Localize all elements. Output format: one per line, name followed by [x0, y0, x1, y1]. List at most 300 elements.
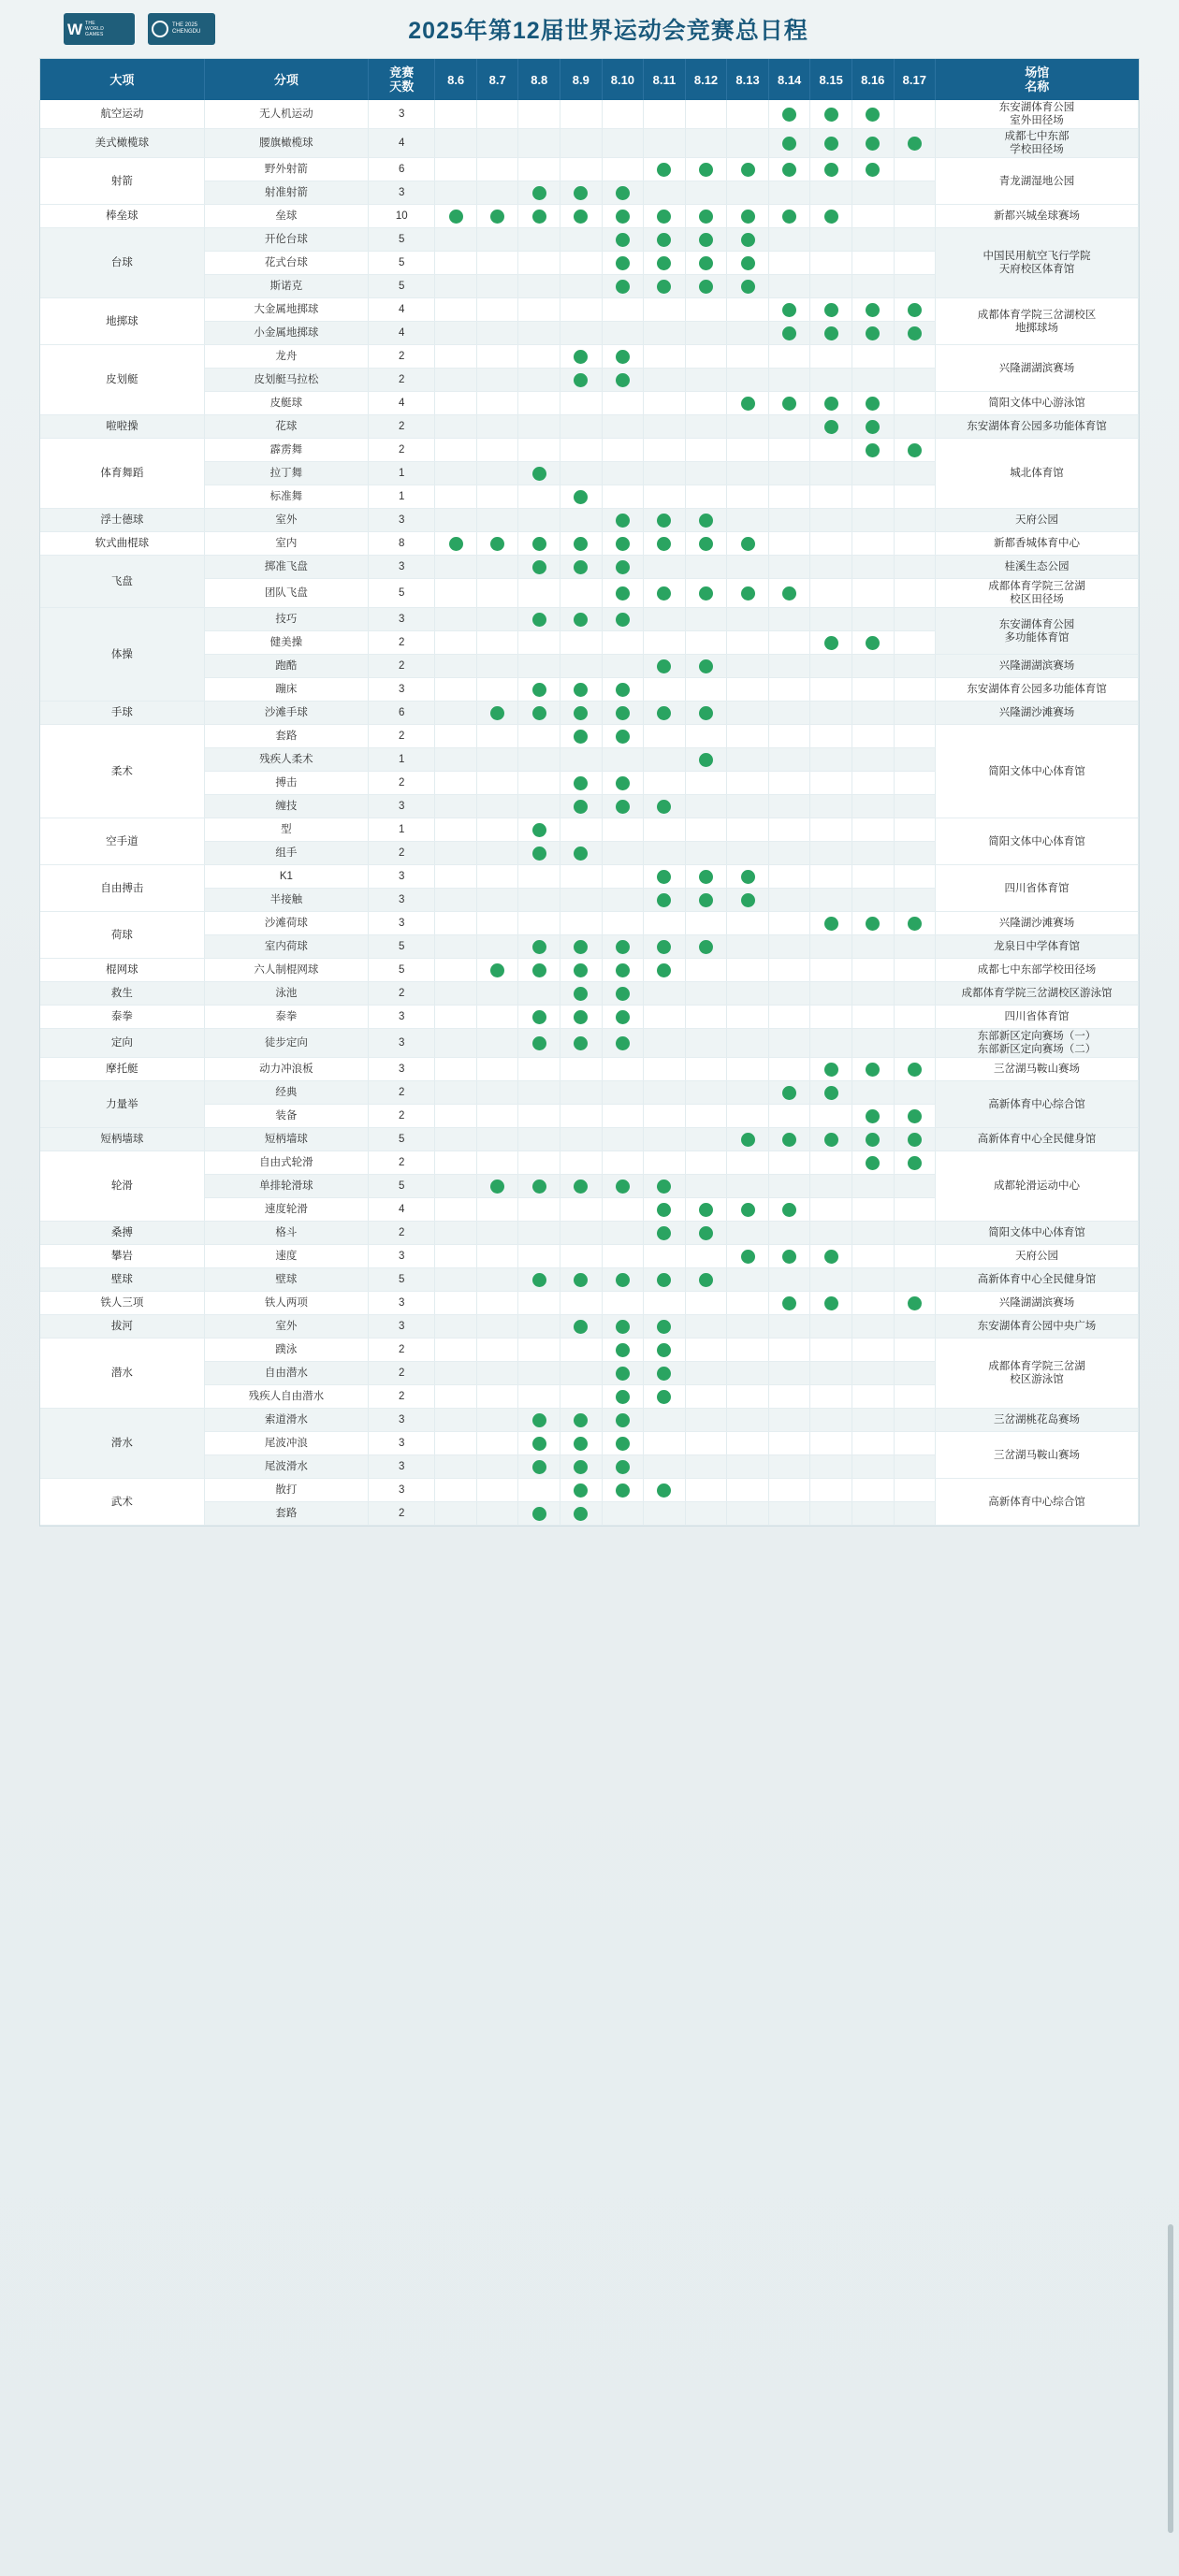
cell-empty-8.15	[810, 1105, 852, 1128]
cell-competition-days: 2	[369, 655, 435, 678]
cell-competition-dot-8.12	[685, 865, 727, 889]
cell-competition-dot-8.12	[685, 655, 727, 678]
cell-empty-8.15	[810, 889, 852, 912]
cell-empty-8.10	[602, 129, 644, 158]
table-row	[40, 1409, 1139, 1432]
competition-day-dot-icon	[574, 940, 588, 954]
cell-competition-days: 8	[369, 532, 435, 556]
cell-competition-dot-8.9	[560, 678, 603, 702]
table-row	[40, 298, 1139, 322]
cell-empty-8.12	[685, 1029, 727, 1058]
cell-competition-dot-8.7	[476, 532, 518, 556]
cell-venue-name: 东安湖体育公园中央广场	[936, 1315, 1139, 1339]
cell-empty-8.12	[685, 1362, 727, 1385]
cell-empty-8.13	[727, 795, 769, 818]
cell-empty-8.6	[435, 702, 477, 725]
competition-day-dot-icon	[657, 659, 671, 673]
cell-empty-8.14	[768, 748, 810, 772]
cell-empty-8.8	[518, 439, 560, 462]
competition-day-dot-icon	[699, 706, 713, 720]
cell-empty-8.8	[518, 631, 560, 655]
cell-empty-8.7	[476, 608, 518, 631]
competition-day-dot-icon	[616, 1460, 630, 1474]
cell-empty-8.9	[560, 252, 603, 275]
cell-empty-8.8	[518, 100, 560, 129]
cell-venue-name: 东安湖体育公园 多功能体育馆	[936, 608, 1139, 655]
cell-competition-dot-8.14	[768, 392, 810, 415]
cell-empty-8.7	[476, 181, 518, 205]
competition-day-dot-icon	[532, 1036, 546, 1050]
cell-empty-8.17	[894, 1479, 936, 1502]
column-header-date-8.13: 8.13	[727, 59, 769, 100]
cell-competition-dot-8.7	[476, 205, 518, 228]
cell-competition-days: 4	[369, 129, 435, 158]
competition-day-dot-icon	[490, 706, 504, 720]
cell-empty-8.12	[685, 1058, 727, 1081]
cell-venue-name: 成都轮滑运动中心	[936, 1151, 1139, 1222]
cell-sub-discipline: 健美操	[204, 631, 368, 655]
cell-competition-dot-8.13	[727, 1245, 769, 1268]
competition-day-dot-icon	[574, 1273, 588, 1287]
cell-empty-8.14	[768, 509, 810, 532]
cell-major-sport: 滑水	[40, 1409, 204, 1479]
competition-day-dot-icon	[866, 1109, 880, 1123]
cell-empty-8.12	[685, 322, 727, 345]
cell-competition-days: 6	[369, 158, 435, 181]
cell-empty-8.8	[518, 275, 560, 298]
cell-competition-dot-8.13	[727, 228, 769, 252]
cell-empty-8.13	[727, 1502, 769, 1526]
cell-empty-8.14	[768, 631, 810, 655]
cell-empty-8.14	[768, 252, 810, 275]
cell-empty-8.8	[518, 1222, 560, 1245]
cell-empty-8.12	[685, 631, 727, 655]
cell-empty-8.10	[602, 631, 644, 655]
competition-day-dot-icon	[574, 730, 588, 744]
competition-day-dot-icon	[532, 706, 546, 720]
cell-empty-8.7	[476, 1385, 518, 1409]
cell-major-sport: 棍网球	[40, 959, 204, 982]
cell-competition-days: 2	[369, 1339, 435, 1362]
cell-empty-8.11	[644, 485, 686, 509]
cell-empty-8.14	[768, 439, 810, 462]
cell-empty-8.9	[560, 1058, 603, 1081]
competition-day-dot-icon	[616, 514, 630, 528]
cell-competition-days: 6	[369, 702, 435, 725]
cell-sub-discipline: 无人机运动	[204, 100, 368, 129]
cell-empty-8.6	[435, 1385, 477, 1409]
cell-empty-8.15	[810, 702, 852, 725]
table-row	[40, 608, 1139, 631]
cell-empty-8.13	[727, 631, 769, 655]
cell-empty-8.17	[894, 655, 936, 678]
cell-competition-dot-8.15	[810, 912, 852, 935]
cell-empty-8.15	[810, 842, 852, 865]
cell-sub-discipline: 室外	[204, 1315, 368, 1339]
cell-empty-8.7	[476, 1268, 518, 1292]
cell-competition-days: 3	[369, 1006, 435, 1029]
competition-day-dot-icon	[616, 586, 630, 601]
cell-empty-8.8	[518, 158, 560, 181]
cell-competition-dot-8.16	[852, 415, 894, 439]
table-row	[40, 415, 1139, 439]
cell-empty-8.13	[727, 1292, 769, 1315]
cell-competition-dot-8.11	[644, 579, 686, 608]
cell-empty-8.13	[727, 1151, 769, 1175]
competition-day-dot-icon	[657, 1179, 671, 1194]
cell-competition-dot-8.11	[644, 935, 686, 959]
cell-competition-dot-8.8	[518, 935, 560, 959]
column-header-date-8.7: 8.7	[476, 59, 518, 100]
cell-empty-8.13	[727, 1455, 769, 1479]
cell-empty-8.11	[644, 1432, 686, 1455]
cell-competition-dot-8.10	[602, 556, 644, 579]
competition-day-dot-icon	[532, 210, 546, 224]
competition-day-dot-icon	[574, 210, 588, 224]
cell-empty-8.12	[685, 181, 727, 205]
cell-competition-dot-8.17	[894, 439, 936, 462]
cell-empty-8.16	[852, 772, 894, 795]
competition-day-dot-icon	[490, 963, 504, 977]
cell-empty-8.6	[435, 1029, 477, 1058]
cell-competition-dot-8.13	[727, 532, 769, 556]
column-header-date-8.16: 8.16	[852, 59, 894, 100]
cell-empty-8.17	[894, 1502, 936, 1526]
competition-day-dot-icon	[824, 636, 838, 650]
cell-empty-8.11	[644, 1006, 686, 1029]
cell-empty-8.11	[644, 556, 686, 579]
competition-day-dot-icon	[532, 1179, 546, 1194]
cell-empty-8.7	[476, 1058, 518, 1081]
cell-competition-dot-8.9	[560, 959, 603, 982]
cell-empty-8.13	[727, 1081, 769, 1105]
cell-empty-8.17	[894, 509, 936, 532]
cell-competition-days: 3	[369, 912, 435, 935]
cell-empty-8.16	[852, 1479, 894, 1502]
cell-empty-8.12	[685, 1105, 727, 1128]
cell-empty-8.17	[894, 865, 936, 889]
cell-major-sport: 柔术	[40, 725, 204, 818]
cell-empty-8.8	[518, 298, 560, 322]
competition-day-dot-icon	[616, 1437, 630, 1451]
cell-empty-8.16	[852, 556, 894, 579]
competition-day-dot-icon	[574, 186, 588, 200]
cell-competition-dot-8.8	[518, 608, 560, 631]
cell-sub-discipline: 散打	[204, 1479, 368, 1502]
cell-competition-days: 3	[369, 1058, 435, 1081]
competition-day-dot-icon	[657, 800, 671, 814]
cell-competition-dot-8.12	[685, 205, 727, 228]
cell-empty-8.6	[435, 1502, 477, 1526]
cell-venue-name: 兴隆湖湖滨赛场	[936, 1292, 1139, 1315]
cell-competition-days: 2	[369, 1222, 435, 1245]
cell-empty-8.8	[518, 889, 560, 912]
cell-empty-8.11	[644, 100, 686, 129]
competition-day-dot-icon	[574, 1413, 588, 1427]
cell-competition-dot-8.8	[518, 1455, 560, 1479]
competition-day-dot-icon	[657, 1367, 671, 1381]
cell-empty-8.7	[476, 865, 518, 889]
competition-day-dot-icon	[741, 1250, 755, 1264]
cell-empty-8.12	[685, 345, 727, 369]
competition-day-dot-icon	[782, 1086, 796, 1100]
cell-empty-8.12	[685, 982, 727, 1006]
competition-day-dot-icon	[574, 1179, 588, 1194]
cell-sub-discipline: 垒球	[204, 205, 368, 228]
competition-day-dot-icon	[490, 537, 504, 551]
cell-sub-discipline: 缠技	[204, 795, 368, 818]
cell-empty-8.7	[476, 748, 518, 772]
cell-empty-8.14	[768, 1362, 810, 1385]
cell-empty-8.13	[727, 702, 769, 725]
cell-empty-8.17	[894, 100, 936, 129]
cell-competition-dot-8.15	[810, 1128, 852, 1151]
cell-competition-dot-8.11	[644, 228, 686, 252]
cell-competition-dot-8.15	[810, 158, 852, 181]
cell-empty-8.7	[476, 678, 518, 702]
cell-empty-8.17	[894, 702, 936, 725]
table-row	[40, 982, 1139, 1006]
cell-venue-name: 高新体育中心全民健身馆	[936, 1268, 1139, 1292]
cell-empty-8.11	[644, 392, 686, 415]
cell-sub-discipline: 尾波冲浪	[204, 1432, 368, 1455]
cell-empty-8.7	[476, 369, 518, 392]
competition-day-dot-icon	[699, 1203, 713, 1217]
cell-competition-dot-8.17	[894, 1105, 936, 1128]
competition-day-dot-icon	[616, 1367, 630, 1381]
cell-competition-days: 2	[369, 982, 435, 1006]
competition-day-dot-icon	[824, 1250, 838, 1264]
cell-empty-8.13	[727, 748, 769, 772]
cell-venue-name: 三岔湖马鞍山赛场	[936, 1432, 1139, 1479]
cell-empty-8.15	[810, 439, 852, 462]
cell-venue-name: 兴隆湖湖滨赛场	[936, 345, 1139, 392]
cell-empty-8.15	[810, 1006, 852, 1029]
competition-day-dot-icon	[866, 1156, 880, 1170]
competition-day-dot-icon	[532, 963, 546, 977]
competition-day-dot-icon	[657, 1320, 671, 1334]
cell-empty-8.7	[476, 100, 518, 129]
cell-competition-dot-8.14	[768, 1292, 810, 1315]
cell-competition-dot-8.15	[810, 298, 852, 322]
cell-empty-8.15	[810, 1432, 852, 1455]
table-row	[40, 532, 1139, 556]
cell-sub-discipline: 大金属地掷球	[204, 298, 368, 322]
cell-empty-8.16	[852, 865, 894, 889]
cell-major-sport: 救生	[40, 982, 204, 1006]
cell-empty-8.6	[435, 959, 477, 982]
competition-day-dot-icon	[532, 467, 546, 481]
cell-empty-8.11	[644, 1245, 686, 1268]
table-row	[40, 392, 1139, 415]
competition-day-dot-icon	[574, 706, 588, 720]
cell-empty-8.16	[852, 982, 894, 1006]
cell-major-sport: 短柄墙球	[40, 1128, 204, 1151]
cell-competition-dot-8.12	[685, 579, 727, 608]
cell-competition-dot-8.12	[685, 1222, 727, 1245]
cell-empty-8.15	[810, 369, 852, 392]
cell-empty-8.6	[435, 1455, 477, 1479]
cell-sub-discipline: 泳池	[204, 982, 368, 1006]
cell-competition-days: 3	[369, 1479, 435, 1502]
cell-empty-8.10	[602, 889, 644, 912]
cell-major-sport: 软式曲棍球	[40, 532, 204, 556]
cell-empty-8.6	[435, 129, 477, 158]
cell-sub-discipline: 自由式轮滑	[204, 1151, 368, 1175]
cell-empty-8.9	[560, 1105, 603, 1128]
cell-empty-8.12	[685, 129, 727, 158]
cell-empty-8.6	[435, 1222, 477, 1245]
competition-day-dot-icon	[574, 800, 588, 814]
cell-empty-8.7	[476, 725, 518, 748]
cell-empty-8.6	[435, 1006, 477, 1029]
cell-competition-days: 4	[369, 322, 435, 345]
cell-empty-8.17	[894, 415, 936, 439]
cell-empty-8.6	[435, 181, 477, 205]
table-row	[40, 228, 1139, 252]
competition-day-dot-icon	[699, 163, 713, 177]
cell-empty-8.11	[644, 322, 686, 345]
cell-empty-8.11	[644, 631, 686, 655]
cell-empty-8.7	[476, 772, 518, 795]
cell-major-sport: 拔河	[40, 1315, 204, 1339]
cell-empty-8.6	[435, 1268, 477, 1292]
competition-day-dot-icon	[824, 1086, 838, 1100]
cell-competition-dot-8.8	[518, 462, 560, 485]
competition-day-dot-icon	[866, 326, 880, 340]
cell-empty-8.14	[768, 415, 810, 439]
cell-competition-dot-8.10	[602, 1029, 644, 1058]
competition-day-dot-icon	[657, 1390, 671, 1404]
cell-competition-dot-8.10	[602, 772, 644, 795]
competition-day-dot-icon	[657, 514, 671, 528]
cell-empty-8.16	[852, 1198, 894, 1222]
competition-day-dot-icon	[616, 987, 630, 1001]
cell-empty-8.14	[768, 1029, 810, 1058]
competition-day-dot-icon	[908, 303, 922, 317]
competition-day-dot-icon	[657, 586, 671, 601]
cell-major-sport: 潜水	[40, 1339, 204, 1409]
cell-empty-8.9	[560, 1385, 603, 1409]
cell-empty-8.15	[810, 725, 852, 748]
cell-empty-8.12	[685, 1502, 727, 1526]
competition-day-dot-icon	[616, 1483, 630, 1498]
cell-empty-8.6	[435, 100, 477, 129]
competition-day-dot-icon	[782, 1250, 796, 1264]
cell-major-sport: 射箭	[40, 158, 204, 205]
cell-empty-8.16	[852, 1245, 894, 1268]
cell-empty-8.7	[476, 889, 518, 912]
competition-day-dot-icon	[908, 1296, 922, 1310]
cell-empty-8.10	[602, 1502, 644, 1526]
cell-competition-dot-8.10	[602, 369, 644, 392]
cell-empty-8.15	[810, 935, 852, 959]
competition-day-dot-icon	[616, 1273, 630, 1287]
cell-competition-dot-8.12	[685, 252, 727, 275]
cell-empty-8.10	[602, 392, 644, 415]
scrollbar[interactable]	[1168, 2224, 1173, 2533]
cell-empty-8.10	[602, 1105, 644, 1128]
cell-sub-discipline: 花球	[204, 415, 368, 439]
cell-competition-dot-8.10	[602, 678, 644, 702]
competition-day-dot-icon	[574, 1010, 588, 1024]
table-row	[40, 345, 1139, 369]
cell-empty-8.16	[852, 1455, 894, 1479]
cell-empty-8.10	[602, 1128, 644, 1151]
competition-day-dot-icon	[574, 987, 588, 1001]
cell-competition-days: 3	[369, 181, 435, 205]
competition-day-dot-icon	[616, 186, 630, 200]
cell-sub-discipline: 铁人两项	[204, 1292, 368, 1315]
cell-competition-dot-8.11	[644, 205, 686, 228]
cell-empty-8.9	[560, 1198, 603, 1222]
competition-day-dot-icon	[574, 1036, 588, 1050]
column-header-date-8.8: 8.8	[518, 59, 560, 100]
cell-competition-days: 2	[369, 772, 435, 795]
table-row	[40, 1339, 1139, 1362]
cell-venue-name: 四川省体育馆	[936, 865, 1139, 912]
cell-competition-days: 3	[369, 678, 435, 702]
cell-empty-8.13	[727, 1362, 769, 1385]
cell-empty-8.12	[685, 485, 727, 509]
competition-day-dot-icon	[824, 1063, 838, 1077]
cell-sub-discipline: 套路	[204, 1502, 368, 1526]
competition-day-dot-icon	[908, 1109, 922, 1123]
cell-empty-8.11	[644, 129, 686, 158]
cell-empty-8.14	[768, 1268, 810, 1292]
cell-sub-discipline: 格斗	[204, 1222, 368, 1245]
cell-major-sport: 自由搏击	[40, 865, 204, 912]
cell-empty-8.9	[560, 1339, 603, 1362]
cell-competition-days: 5	[369, 959, 435, 982]
cell-empty-8.12	[685, 1432, 727, 1455]
competition-day-dot-icon	[699, 870, 713, 884]
cell-empty-8.8	[518, 485, 560, 509]
cell-competition-dot-8.11	[644, 795, 686, 818]
cell-empty-8.12	[685, 1128, 727, 1151]
cell-empty-8.6	[435, 1315, 477, 1339]
table-row	[40, 1081, 1139, 1105]
cell-competition-dot-8.8	[518, 1175, 560, 1198]
cell-sub-discipline: 六人制棍网球	[204, 959, 368, 982]
cell-venue-name: 兴隆湖沙滩赛场	[936, 702, 1139, 725]
cell-competition-days: 3	[369, 556, 435, 579]
cell-competition-days: 2	[369, 1502, 435, 1526]
cell-empty-8.6	[435, 678, 477, 702]
competition-day-dot-icon	[824, 917, 838, 931]
cell-competition-dot-8.11	[644, 702, 686, 725]
competition-day-dot-icon	[574, 373, 588, 387]
competition-day-dot-icon	[616, 1320, 630, 1334]
cell-empty-8.16	[852, 1362, 894, 1385]
cell-empty-8.6	[435, 345, 477, 369]
cell-sub-discipline: 野外射箭	[204, 158, 368, 181]
cell-competition-dot-8.9	[560, 982, 603, 1006]
cell-empty-8.14	[768, 181, 810, 205]
cell-empty-8.15	[810, 1339, 852, 1362]
cell-empty-8.9	[560, 129, 603, 158]
cell-sub-discipline: 射准射箭	[204, 181, 368, 205]
competition-day-dot-icon	[741, 586, 755, 601]
cell-competition-dot-8.8	[518, 1502, 560, 1526]
cell-major-sport: 体操	[40, 608, 204, 702]
cell-empty-8.13	[727, 439, 769, 462]
cell-empty-8.15	[810, 1222, 852, 1245]
cell-empty-8.6	[435, 748, 477, 772]
cell-competition-dot-8.10	[602, 205, 644, 228]
cell-competition-dot-8.13	[727, 865, 769, 889]
cell-competition-dot-8.8	[518, 1409, 560, 1432]
